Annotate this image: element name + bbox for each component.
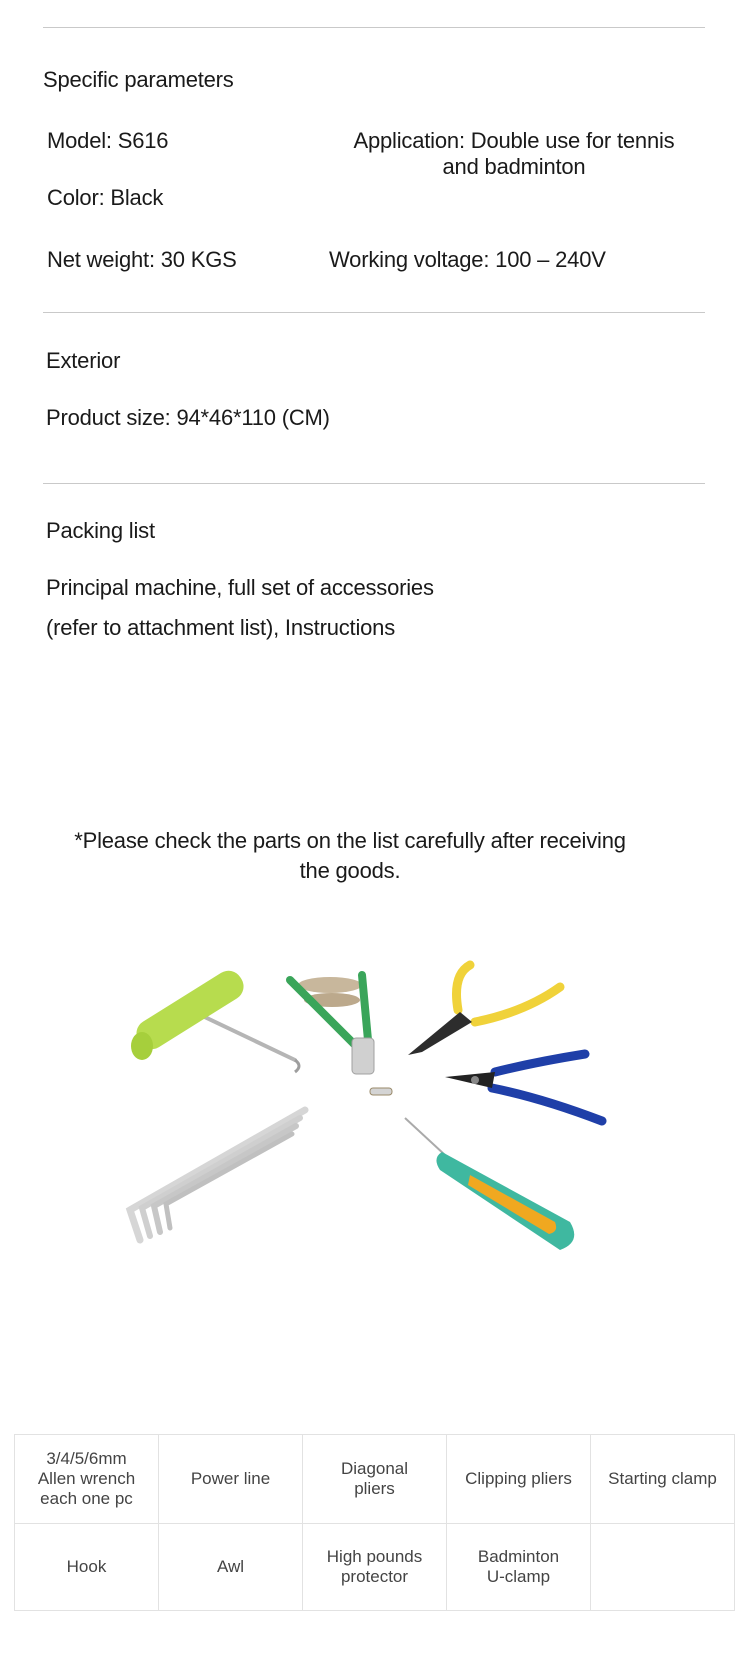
param-color: Color: Black [47,185,164,210]
param-net-weight: Net weight: 30 KGS [47,247,237,272]
table-cell-badminton-u-clamp: Badminton U-clamp [447,1524,591,1611]
divider-top [43,27,705,28]
high-pounds-protector-icon [370,1088,392,1095]
parts-check-notice: *Please check the parts on the list carefully after receiving the goods. [74,828,626,883]
table-cell-clipping-pliers: Clipping pliers [447,1435,591,1524]
section-title-packing-list: Packing list [46,518,155,543]
diagonal-pliers-icon [445,1054,602,1121]
accessories-illustration [100,960,660,1330]
table-cell-allen-wrench: 3/4/5/6mm Allen wrench each one pc [15,1435,159,1524]
param-application [329,128,699,180]
accessories-image [100,960,660,1330]
hook-icon [131,965,299,1072]
clipping-pliers-icon [408,965,560,1055]
divider-params [43,312,705,313]
packing-list-line1: Principal machine, full set of accessories [46,575,434,600]
section-title-exterior: Exterior [46,348,121,373]
awl-icon [405,1118,574,1250]
table-cell-awl: Awl [159,1524,303,1611]
table-cell-power-line: Power line [159,1435,303,1524]
table-cell-diagonal-pliers: Diagonal pliers [303,1435,447,1524]
table-cell-empty [591,1524,735,1611]
packing-list-line2: (refer to attachment list), Instructions [46,615,396,640]
starting-clamp-icon [290,975,374,1074]
table-row [15,1435,735,1524]
allen-wrench-icon [130,1110,305,1240]
packing-list-text [46,568,434,648]
param-product-size: Product size: 94*46*110 (CM) [46,405,330,430]
table-cell-starting-clamp: Starting clamp [591,1435,735,1524]
table-row [15,1524,735,1611]
param-application-line1: Application: Double use for tennis [353,128,675,153]
table-cell-hook: Hook [15,1524,159,1611]
section-title-specific-parameters: Specific parameters [43,67,234,92]
param-working-voltage: Working voltage: 100 – 240V [329,247,606,272]
param-application-line2: and badminton [442,154,586,179]
parts-table [14,1434,735,1611]
table-cell-high-pounds-protector: High pounds protector [303,1524,447,1611]
param-model: Model: S616 [47,128,169,153]
divider-exterior [43,483,705,484]
